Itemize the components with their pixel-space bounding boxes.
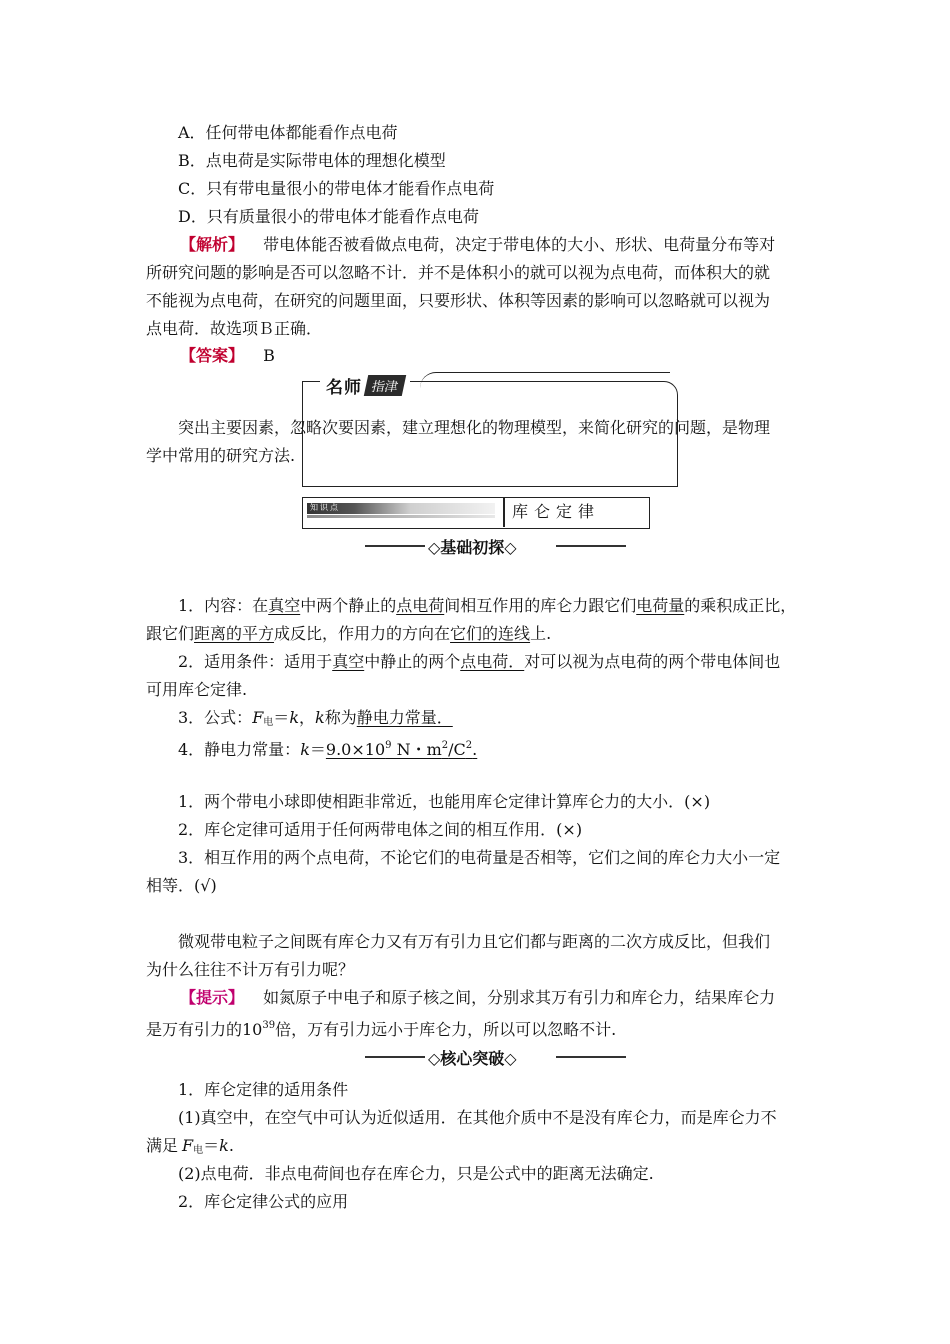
core-item-1-1: (1)真空中，在空气中可认为近似适用．在其他介质中不是没有库仑力，而是库仑力不: [178, 1108, 777, 1127]
knowledge-point-bar-shadow: [307, 515, 495, 518]
law-formula-line: 3．公式：$F_电=k$，k称为静电力常量．: [178, 708, 453, 728]
core-item-1-1-cont: 满足 $F_电=k$.: [146, 1136, 234, 1156]
teacher-guide-line-2: 学中常用的研究方法.: [146, 446, 296, 465]
teacher-guide-header: [320, 372, 410, 398]
answer-tag: 【答案】: [180, 346, 245, 365]
judge-item-3: 3．相互作用的两个点电荷，不论它们的电荷量是否相等，它们之间的库仑力大小一定: [178, 848, 781, 867]
core-item-1: 1．库仑定律的适用条件: [178, 1080, 349, 1099]
hint-line-2: 是万有引力的$10^{39}$倍，万有引力远小于库仑力，所以可以忽略不计.: [146, 1020, 617, 1039]
section-title-basics: ◇基础初探◇: [428, 538, 517, 557]
analysis-line-2: 所研究问题的影响是否可以忽略不计．并不是体积小的就可以视为点电荷，而体积大的就: [146, 263, 771, 282]
hint-tag: 【提示】: [180, 988, 245, 1007]
analysis-line-3: 不能视为点电荷，在研究的问题里面，只要形状、体积等因素的影响可以忽略就可以视为: [146, 291, 771, 310]
law-constant-line: 4．静电力常量：$k=9.0\times 10^9$ N・$m^2/C^2$.: [178, 740, 478, 759]
teacher-guide-header-line: [420, 372, 670, 391]
section-title-core: ◇核心突破◇: [428, 1049, 517, 1068]
section2-rule-left: [365, 1056, 425, 1058]
option-d: D．只有质量很小的带电体才能看作点电荷: [178, 207, 479, 226]
knowledge-point-badge: 知识点: [310, 503, 340, 512]
teacher-guide-title: 名师: [326, 377, 362, 398]
section2-rule-right: [556, 1056, 626, 1058]
option-b: B．点电荷是实际带电体的理想化模型: [178, 151, 446, 170]
core-item-1-2: (2)点电荷．非点电荷间也存在库仑力，只是公式中的距离无法确定.: [178, 1164, 654, 1183]
section-rule-right: [556, 545, 626, 547]
knowledge-point-title: 库仑定律: [512, 502, 601, 521]
answer-value: B: [263, 346, 275, 365]
analysis-line-1: 【解析】 带电体能否被看做点电荷，决定于带电体的大小、形状、电荷量分布等对: [180, 235, 776, 254]
analysis-line-4: 点电荷．故选项Ｂ正确．: [146, 319, 323, 338]
option-a: A．任何带电体都能看作点电荷: [178, 123, 398, 142]
judge-item-3-cont: 相等．(√): [146, 876, 217, 895]
law-condition-line-1: 2．适用条件：适用于真空中静止的两个点电荷．对可以视为点电荷的两个带电体间也: [178, 652, 781, 671]
law-content-line-2: 跟它们距离的平方成反比，作用力的方向在它们的连线上.: [146, 624, 552, 643]
teacher-guide-line-1: 突出主要因素，忽略次要因素，建立理想化的物理模型，来简化研究的问题，是物理: [178, 418, 771, 437]
law-content-line-1: 1．内容：在真空中两个静止的点电荷间相互作用的库仑力跟它们电荷量的乘积成正比，: [178, 596, 797, 615]
teacher-guide-badge: 指津: [364, 375, 406, 396]
question-line-1: 微观带电粒子之间既有库仑力又有万有引力且它们都与距离的二次方成反比，但我们: [178, 932, 771, 951]
section-rule-left: [365, 545, 425, 547]
question-line-2: 为什么往往不计万有引力呢？: [146, 960, 355, 979]
judge-item-1: 1．两个带电小球即使相距非常近，也能用库仑定律计算库仑力的大小．(×): [178, 792, 711, 811]
answer-line: [146, 346, 816, 366]
knowledge-point-divider: [503, 497, 505, 527]
hint-line-1: 【提示】 如氮原子中电子和原子核之间，分别求其万有引力和库仑力，结果库仑力: [180, 988, 776, 1007]
core-item-2: 2．库仑定律公式的应用: [178, 1192, 349, 1211]
option-c: C．只有带电量很小的带电体才能看作点电荷: [178, 179, 495, 198]
analysis-tag: 【解析】: [180, 235, 245, 254]
law-condition-line-2: 可用库仑定律.: [146, 680, 248, 699]
judge-item-2: 2．库仑定律可适用于任何两带电体之间的相互作用．(×): [178, 820, 583, 839]
